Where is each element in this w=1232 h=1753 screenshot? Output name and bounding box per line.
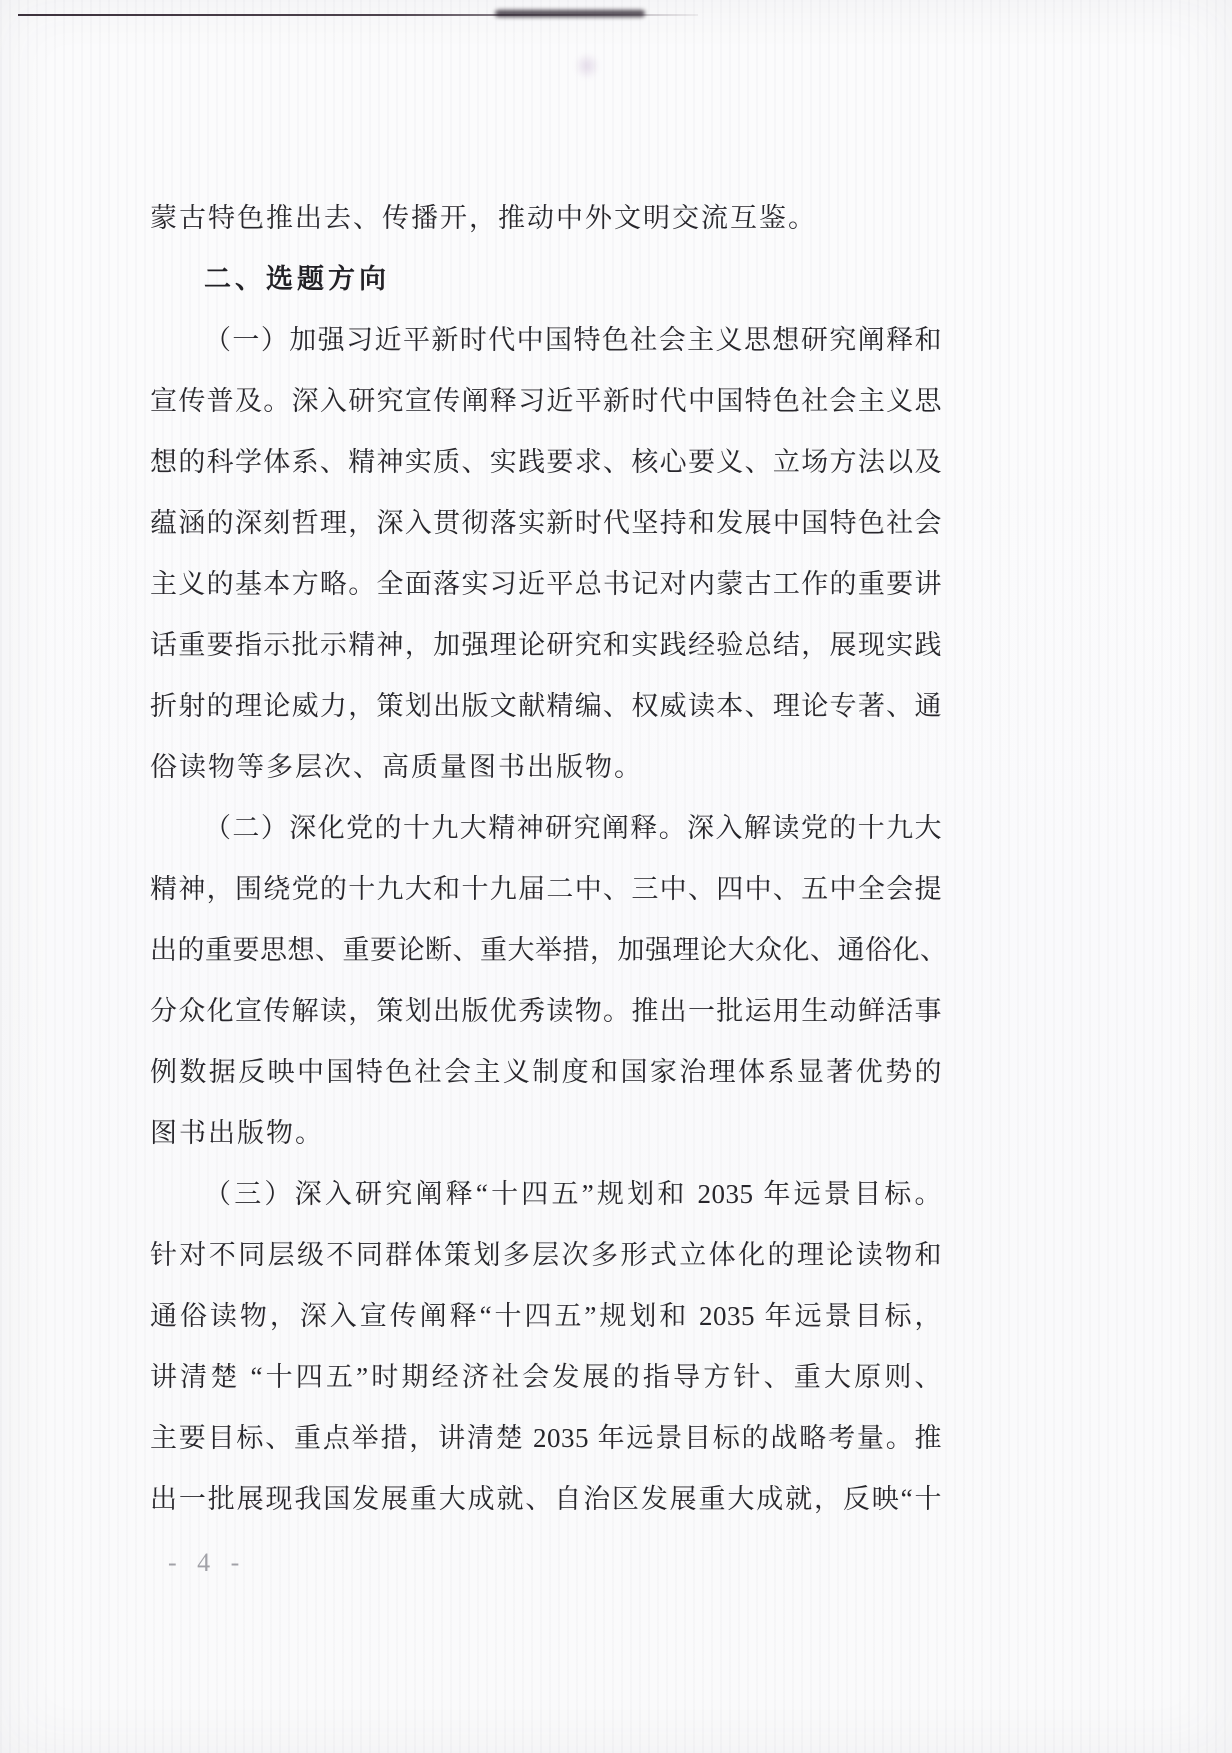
text-line: 精神，围绕党的十九大和十九届二中、三中、四中、五中全会提 (150, 874, 942, 904)
text-line: 主要目标、重点举措，讲清楚 2035 年远景目标的战略考量。推 (150, 1423, 942, 1453)
text-line: 俗读物等多层次、高质量图书出版物。 (150, 752, 643, 782)
text-line: 蕴涵的深刻哲理，深入贯彻落实新时代坚持和发展中国特色社会 (150, 508, 942, 538)
text-line: 想的科学体系、精神实质、实践要求、核心要义、立场方法以及 (150, 447, 942, 477)
text-line: （二）深化党的十九大精神研究阐释。深入解读党的十九大 (204, 813, 942, 843)
text-line: 分众化宣传解读，策划出版优秀读物。推出一批运用生动鲜活事 (150, 996, 942, 1026)
page-number: - 4 - (168, 1548, 247, 1577)
text-line: 例数据反映中国特色社会主义制度和国家治理体系显著优势的 (150, 1057, 942, 1087)
section-heading: 二、选题方向 (204, 264, 390, 294)
text-line: 话重要指示批示精神，加强理论研究和实践经验总结，展现实践 (150, 630, 942, 660)
text-line: 通俗读物，深入宣传阐释“十四五”规划和 2035 年远景目标， (150, 1301, 942, 1331)
text-line: 讲清楚 “十四五”时期经济社会发展的指导方针、重大原则、 (150, 1362, 942, 1392)
text-line: 蒙古特色推出去、传播开，推动中外文明交流互鉴。 (150, 203, 817, 233)
text-line: 针对不同层级不同群体策划多层次多形式立体化的理论读物和 (150, 1240, 942, 1270)
text-line: （一）加强习近平新时代中国特色社会主义思想研究阐释和 (204, 325, 942, 355)
text-line: 宣传普及。深入研究宣传阐释习近平新时代中国特色社会主义思 (150, 386, 942, 416)
scan-artifact-smudge (570, 48, 604, 84)
scan-artifact-blob (495, 10, 645, 17)
text-line: 出一批展现我国发展重大成就、自治区发展重大成就，反映“十 (150, 1484, 942, 1514)
text-line: 图书出版物。 (150, 1118, 324, 1148)
text-line: 主义的基本方略。全面落实习近平总书记对内蒙古工作的重要讲 (150, 569, 942, 599)
text-line: （三）深入研究阐释“十四五”规划和 2035 年远景目标。 (204, 1179, 942, 1209)
text-line: 折射的理论威力，策划出版文献精编、权威读本、理论专著、通 (150, 691, 942, 721)
text-line: 出的重要思想、重要论断、重大举措，加强理论大众化、通俗化、 (150, 935, 948, 965)
document-body (150, 188, 948, 1530)
